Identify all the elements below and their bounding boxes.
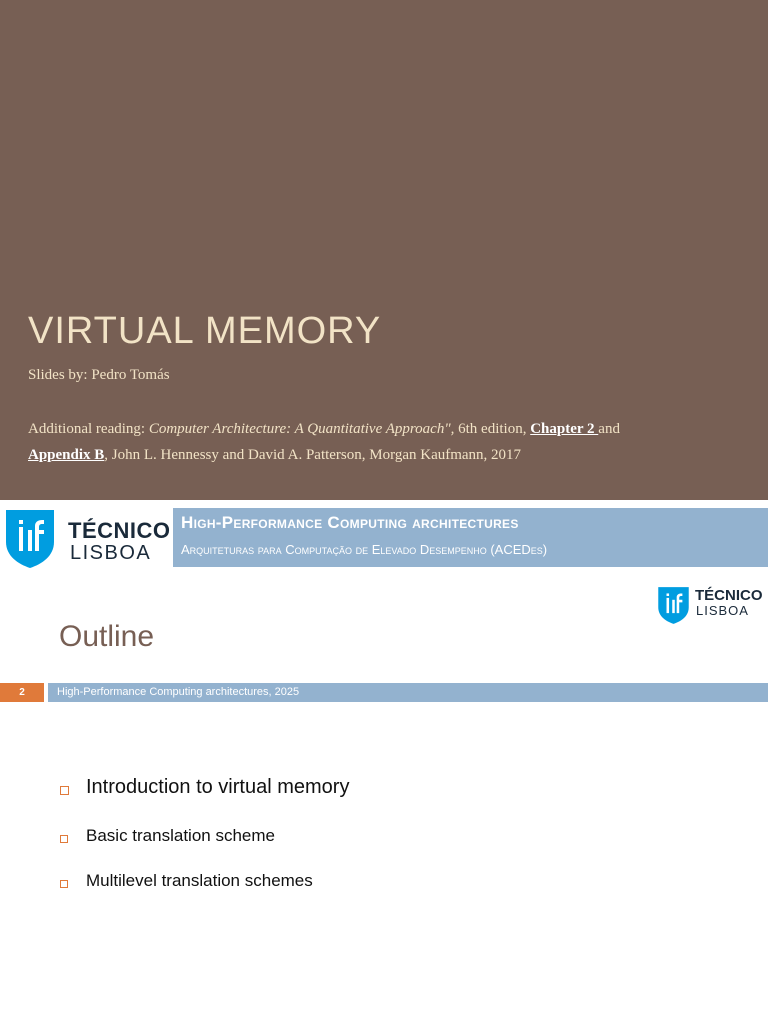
title-slide: [0, 0, 768, 500]
list-item: [60, 776, 349, 823]
logo-lisboa-text: LISBOA: [696, 603, 749, 618]
reading-suffix: , John L. Hennessy and David A. Patterson, Morgan Kaufmann, 2017: [104, 447, 522, 463]
book-title: Computer Architecture: A Quantitative Approach",: [148, 421, 455, 437]
and-text: and: [598, 421, 620, 437]
list-item: [60, 871, 349, 916]
outline-list: [60, 776, 349, 916]
ist-shield-icon: [657, 585, 690, 626]
outline-title: Outline: [59, 620, 155, 653]
appendix-b-link[interactable]: Appendix B: [28, 447, 105, 463]
ist-logo: [4, 508, 171, 574]
ist-logo-small: [657, 585, 763, 630]
slide-number-badge: [0, 683, 44, 702]
reading-prefix: Additional reading:: [28, 421, 149, 437]
square-bullet-icon: [60, 880, 68, 888]
logo-tecnico-text: TÉCNICO: [68, 518, 171, 543]
additional-reading: [28, 416, 748, 468]
author-line: Slides by: Pedro Tomás: [28, 367, 170, 383]
course-header: [0, 500, 768, 572]
footer-text: High-Performance Computing architectures, 2025: [57, 686, 300, 698]
square-bullet-icon: [60, 786, 69, 795]
ist-shield-icon: [4, 508, 56, 570]
edition-text: 6th edition,: [454, 421, 531, 437]
course-title: High-Performance Computing architectures: [181, 513, 519, 532]
logo-tecnico-text: TÉCNICO: [695, 587, 763, 604]
chapter-2-link[interactable]: Chapter 2: [530, 421, 599, 437]
list-item-text: Introduction to virtual memory: [86, 776, 350, 798]
course-title-box: [173, 508, 768, 567]
square-bullet-icon: [60, 835, 68, 843]
list-item-text: Multilevel translation schemes: [86, 871, 313, 890]
slide-title: VIRTUAL MEMORY: [28, 310, 382, 352]
list-item: [60, 826, 349, 871]
logo-lisboa-text: LISBOA: [70, 542, 152, 564]
course-subtitle: Arquiteturas para Computação de Elevado Desempenho (ACEDes): [181, 542, 548, 557]
list-item-text: Basic translation scheme: [86, 826, 275, 845]
footer-band: [48, 683, 768, 702]
slide-number: 2: [19, 687, 25, 698]
